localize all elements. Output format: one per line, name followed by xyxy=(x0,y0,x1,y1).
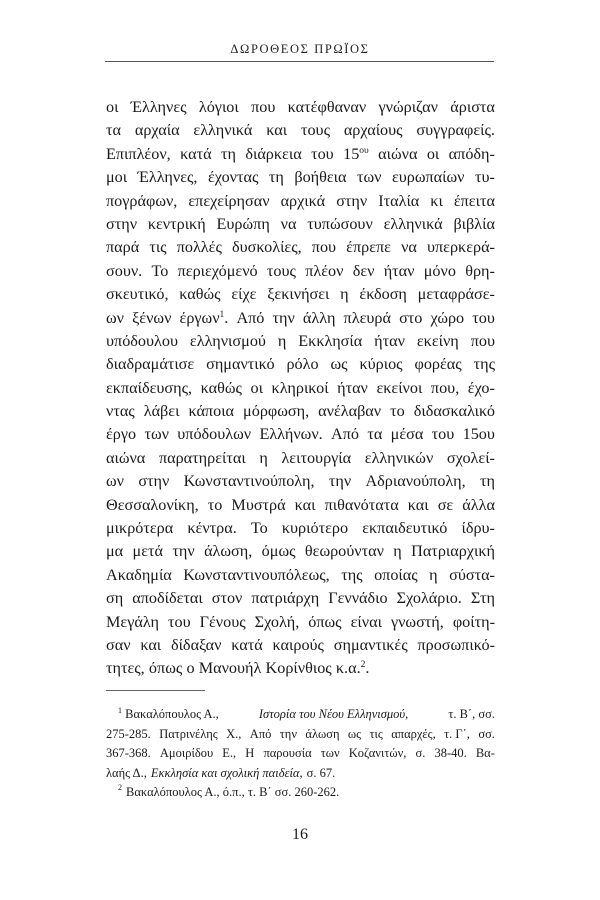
word: που xyxy=(470,331,495,350)
word: μεταφράσε- xyxy=(417,285,495,304)
word: ελληνικά xyxy=(383,214,443,233)
word: το xyxy=(207,495,223,514)
word: είχε xyxy=(231,285,257,304)
word: ανέλαβαν xyxy=(318,402,382,421)
word: ξεκινήσει xyxy=(267,285,330,304)
word: άριστα xyxy=(450,98,495,116)
footnote-1-line-3: 367-368. Αμοιρίδου Ε., Η παρουσία των Κοζανιτών, σ. 38-40. Βα- xyxy=(106,746,495,761)
footnotes xyxy=(106,705,495,803)
word: Ιταλία xyxy=(378,191,420,210)
word: ντας xyxy=(106,402,135,421)
word: Επιπλέον, xyxy=(106,144,171,163)
word: των xyxy=(144,425,169,444)
text-line xyxy=(106,377,495,400)
word: κέντρα. xyxy=(187,519,237,538)
word: της xyxy=(473,355,495,374)
text-line xyxy=(106,611,495,634)
word: βοήθεια xyxy=(294,168,347,187)
word: την xyxy=(328,472,352,491)
word: Το xyxy=(151,261,169,280)
word: χώρο xyxy=(430,308,465,327)
word: κατά xyxy=(180,144,212,163)
word: υπόδουλων xyxy=(177,425,252,444)
word: ευρωπαίων xyxy=(391,168,465,187)
footnote-marker: 1 xyxy=(118,706,122,715)
word: . xyxy=(224,308,229,327)
word: Γεννάδιο xyxy=(328,589,388,608)
word: ελληνισμού xyxy=(189,331,266,350)
word: 15ου xyxy=(462,425,495,444)
word: δεν xyxy=(352,261,375,280)
word: αποδίδεται xyxy=(132,589,203,608)
word: Πατριαρχική xyxy=(411,542,495,561)
word: σύστα- xyxy=(449,565,495,584)
word: όπως xyxy=(308,612,342,631)
word: τους xyxy=(266,261,296,280)
word: αρχικά xyxy=(280,191,326,210)
word: ων xyxy=(106,308,124,327)
text-line xyxy=(106,166,495,189)
word: έργων xyxy=(179,308,220,327)
text-line xyxy=(106,330,495,353)
word: την xyxy=(172,542,195,561)
word: Ελλήνων. xyxy=(259,425,323,444)
word: καιρούς xyxy=(272,635,324,654)
text-line xyxy=(106,307,495,330)
word: . xyxy=(365,659,370,678)
word: κάποια xyxy=(188,402,235,421)
text-line xyxy=(106,634,495,657)
word: ο xyxy=(186,659,195,678)
word: η xyxy=(277,331,287,350)
running-head: ΔΩΡΟΘΕΟΣ ΠΡΩΪΟΣ xyxy=(230,42,370,56)
word: θεωρούνταν xyxy=(304,542,384,561)
word: που, xyxy=(430,378,460,397)
word: ήταν xyxy=(383,261,415,280)
text-line xyxy=(106,657,495,680)
word: μετά xyxy=(132,542,164,561)
word: Εκκλησία xyxy=(298,331,363,350)
text-line xyxy=(106,400,495,423)
word: κληρικοί xyxy=(271,378,329,397)
word: Από xyxy=(236,308,265,327)
text-line xyxy=(106,517,495,540)
word: μόνο xyxy=(423,261,456,280)
word: θρη- xyxy=(465,261,495,280)
word: Αδριανούπολη, xyxy=(365,472,466,491)
text-line xyxy=(106,423,495,446)
word: που xyxy=(311,238,337,257)
word: υπόδουλου xyxy=(106,331,178,350)
text-line xyxy=(106,190,495,213)
word: ως xyxy=(330,355,348,374)
text-line xyxy=(106,353,495,376)
word: μέσα xyxy=(390,425,424,444)
footnote-separator xyxy=(106,690,205,691)
word: κι xyxy=(430,191,443,210)
word: και xyxy=(294,495,316,514)
word: κύριος xyxy=(359,355,403,374)
word: σαν xyxy=(106,635,131,654)
word: η xyxy=(393,542,402,561)
word: επεχείρησαν xyxy=(188,191,270,210)
footnote-reference: 1 xyxy=(219,309,225,320)
word: φοίτη- xyxy=(452,612,495,631)
word: άλωση, xyxy=(204,542,253,561)
word: έργο xyxy=(106,425,137,444)
word: οι xyxy=(426,144,440,163)
word: Κωνσταντινουπόλεως, xyxy=(183,565,330,584)
word: Το xyxy=(250,519,268,538)
word: αιώνα xyxy=(106,448,146,467)
text-line xyxy=(106,587,495,610)
word: και xyxy=(140,635,162,654)
word: ρόλο xyxy=(286,355,319,374)
word: όμως xyxy=(261,542,296,561)
word: αρχαία xyxy=(134,121,180,140)
word: και xyxy=(407,495,429,514)
word: διαδραμάτισε xyxy=(106,355,195,374)
word: Ευρώπη xyxy=(216,214,270,233)
word: ξένων xyxy=(132,308,172,327)
word: έκδοση xyxy=(359,285,407,304)
text-line xyxy=(106,564,495,587)
word: πιθανότατα xyxy=(324,495,399,514)
word: κ.α. xyxy=(335,659,361,678)
word: μα xyxy=(106,542,124,561)
word: τη xyxy=(479,472,495,491)
word: παρά xyxy=(106,238,140,257)
word: η xyxy=(259,448,268,467)
word: προσωπικό- xyxy=(417,635,495,654)
word: τυ- xyxy=(474,168,495,187)
word: απόδη- xyxy=(448,144,495,163)
word: τητες, xyxy=(106,659,145,678)
word: διδασκαλικό xyxy=(413,402,495,421)
word: η xyxy=(429,565,438,584)
word: ων xyxy=(106,472,124,491)
word: γνώριζαν xyxy=(378,98,438,116)
word: πλέον xyxy=(305,261,344,280)
word: στον xyxy=(211,589,243,608)
word: οι xyxy=(250,378,263,397)
word: τα xyxy=(367,425,383,444)
word: δυσκολίες, xyxy=(231,238,302,257)
word: κυριότερο xyxy=(281,519,349,538)
text-line xyxy=(106,540,495,563)
word: υπερκερά- xyxy=(426,238,495,257)
word: έπρεπε xyxy=(346,238,391,257)
word: Σχολή, xyxy=(254,612,300,631)
word: σε xyxy=(437,495,454,514)
word: σημαντικό xyxy=(206,355,275,374)
word: κατέφθαναν xyxy=(287,98,367,116)
text-line xyxy=(106,470,495,493)
main-text xyxy=(106,96,495,681)
footnote-reference: ου xyxy=(359,145,369,156)
footnote-reference: 2 xyxy=(360,660,366,671)
text-line xyxy=(106,96,495,119)
word: κεντρική xyxy=(147,214,206,233)
word: έχο- xyxy=(467,378,495,397)
word: που xyxy=(251,98,276,116)
word: στην xyxy=(138,472,170,491)
word: κατά xyxy=(231,635,263,654)
word: Έλληνες xyxy=(130,98,187,116)
word: Κωνσταντινούπολη, xyxy=(183,472,315,491)
word: ελληνικά xyxy=(193,121,253,140)
word: λάβει xyxy=(143,402,180,421)
word: Στη xyxy=(470,589,495,608)
word: της xyxy=(341,565,363,584)
word: σκευτικό, xyxy=(106,285,169,304)
footnote-1-line-2: 275-285. Πατρινέλης Χ., Από την άλωση ως τις απαρχές, τ. Γ΄, σσ. xyxy=(106,726,495,741)
word: Μυστρά xyxy=(231,495,286,514)
text-line xyxy=(106,119,495,142)
word: τη xyxy=(220,144,236,163)
word: των xyxy=(357,168,382,187)
page-number: 16 xyxy=(292,826,308,843)
word: του xyxy=(168,612,191,631)
word: όπως xyxy=(148,659,183,678)
word: συγγραφείς. xyxy=(416,121,495,140)
word: λόγιοι xyxy=(198,98,239,116)
word: τις xyxy=(149,238,167,257)
word: την xyxy=(272,308,295,327)
text-line xyxy=(106,143,495,166)
word: τυπώσουν xyxy=(307,214,373,233)
word: Γένους xyxy=(199,612,246,631)
word: έχοντας xyxy=(207,168,259,187)
word: αιώνα xyxy=(378,144,418,163)
word: Ακαδημία xyxy=(106,565,172,584)
word: του xyxy=(472,308,495,327)
text-line xyxy=(106,494,495,517)
word: δίδαξαν xyxy=(170,635,222,654)
word: μικρότερα xyxy=(106,519,174,538)
word: λειτουργία xyxy=(281,448,352,467)
word: Σχολάριο. xyxy=(396,589,462,608)
word: να xyxy=(280,214,297,233)
text-line xyxy=(106,447,495,470)
word: να xyxy=(401,238,417,257)
word: φορέας xyxy=(414,355,462,374)
word: του xyxy=(311,144,334,163)
word: Έλληνες, xyxy=(137,168,198,187)
word: εκείνοι xyxy=(376,378,423,397)
word: πολλές xyxy=(176,238,222,257)
word: ήταν xyxy=(337,378,368,397)
word: μοι xyxy=(106,168,128,187)
word: έπειτα xyxy=(453,191,495,210)
word: βιβλία xyxy=(453,214,495,233)
word: τα xyxy=(106,121,121,140)
word: στην xyxy=(336,191,368,210)
word: και xyxy=(266,121,288,140)
word: είναι xyxy=(350,612,382,631)
word: ίδρυ- xyxy=(461,519,495,538)
word: ση xyxy=(106,589,124,608)
word: στην xyxy=(106,214,138,233)
word: πλευρά xyxy=(343,308,391,327)
word: τη xyxy=(268,168,284,187)
word: σουν. xyxy=(106,261,143,280)
word: η xyxy=(340,285,349,304)
word: εκπαίδευσης, xyxy=(106,378,193,397)
word: τους xyxy=(300,121,330,140)
text-line xyxy=(106,213,495,236)
word: διάρκεια xyxy=(245,144,302,163)
word: άλλα xyxy=(462,495,495,514)
word: άλλη xyxy=(302,308,336,327)
text-line xyxy=(106,260,495,283)
word: παρατηρείται xyxy=(158,448,246,467)
word: 15 xyxy=(343,144,360,163)
word: οποίας xyxy=(374,565,418,584)
footnote-1-line-1: $^1$ Βακαλόπουλος Α., Ιστορία του Νέου Ελληνισμού, τ. Β΄, σσ. xyxy=(118,706,495,721)
word: Κορίνθιος xyxy=(265,659,332,678)
word: εκπαιδευτικό xyxy=(362,519,448,538)
word: αρχαίους xyxy=(343,121,403,140)
word: μόρφωση, xyxy=(243,402,310,421)
word: Μανουήλ xyxy=(198,659,262,678)
word: Μεγάλη xyxy=(106,612,159,631)
footnote-1-line-4: λαής Δ., Εκκλησία και σχολική παιδεία, σ. 67. xyxy=(106,765,336,780)
word: περιεχόμενό xyxy=(177,261,258,280)
header-rule xyxy=(105,61,494,62)
word: ήταν xyxy=(374,331,405,350)
text-line xyxy=(106,236,495,259)
word: Από xyxy=(331,425,359,444)
text-line xyxy=(106,283,495,306)
word: καθώς xyxy=(179,285,221,304)
word: Θεσσαλονίκη, xyxy=(106,495,199,514)
word: γνωστή, xyxy=(390,612,444,631)
footnote-marker: 2 xyxy=(118,783,122,793)
word: καθώς xyxy=(200,378,242,397)
word: στο xyxy=(399,308,423,327)
word: πογράφων, xyxy=(106,191,178,210)
word: ελληνικών xyxy=(364,448,434,467)
word: πατριάρχη xyxy=(251,589,320,608)
word: σημαντικές xyxy=(333,635,408,654)
word: οι xyxy=(106,98,119,116)
word: του xyxy=(431,425,455,444)
word: το xyxy=(390,402,405,421)
word: εκείνη xyxy=(416,331,459,350)
footnote-2: 2 Βακαλόπουλος Α., ό.π., τ. Β΄ σσ. 260-262. xyxy=(106,783,495,803)
word: σχολεί- xyxy=(446,448,495,467)
